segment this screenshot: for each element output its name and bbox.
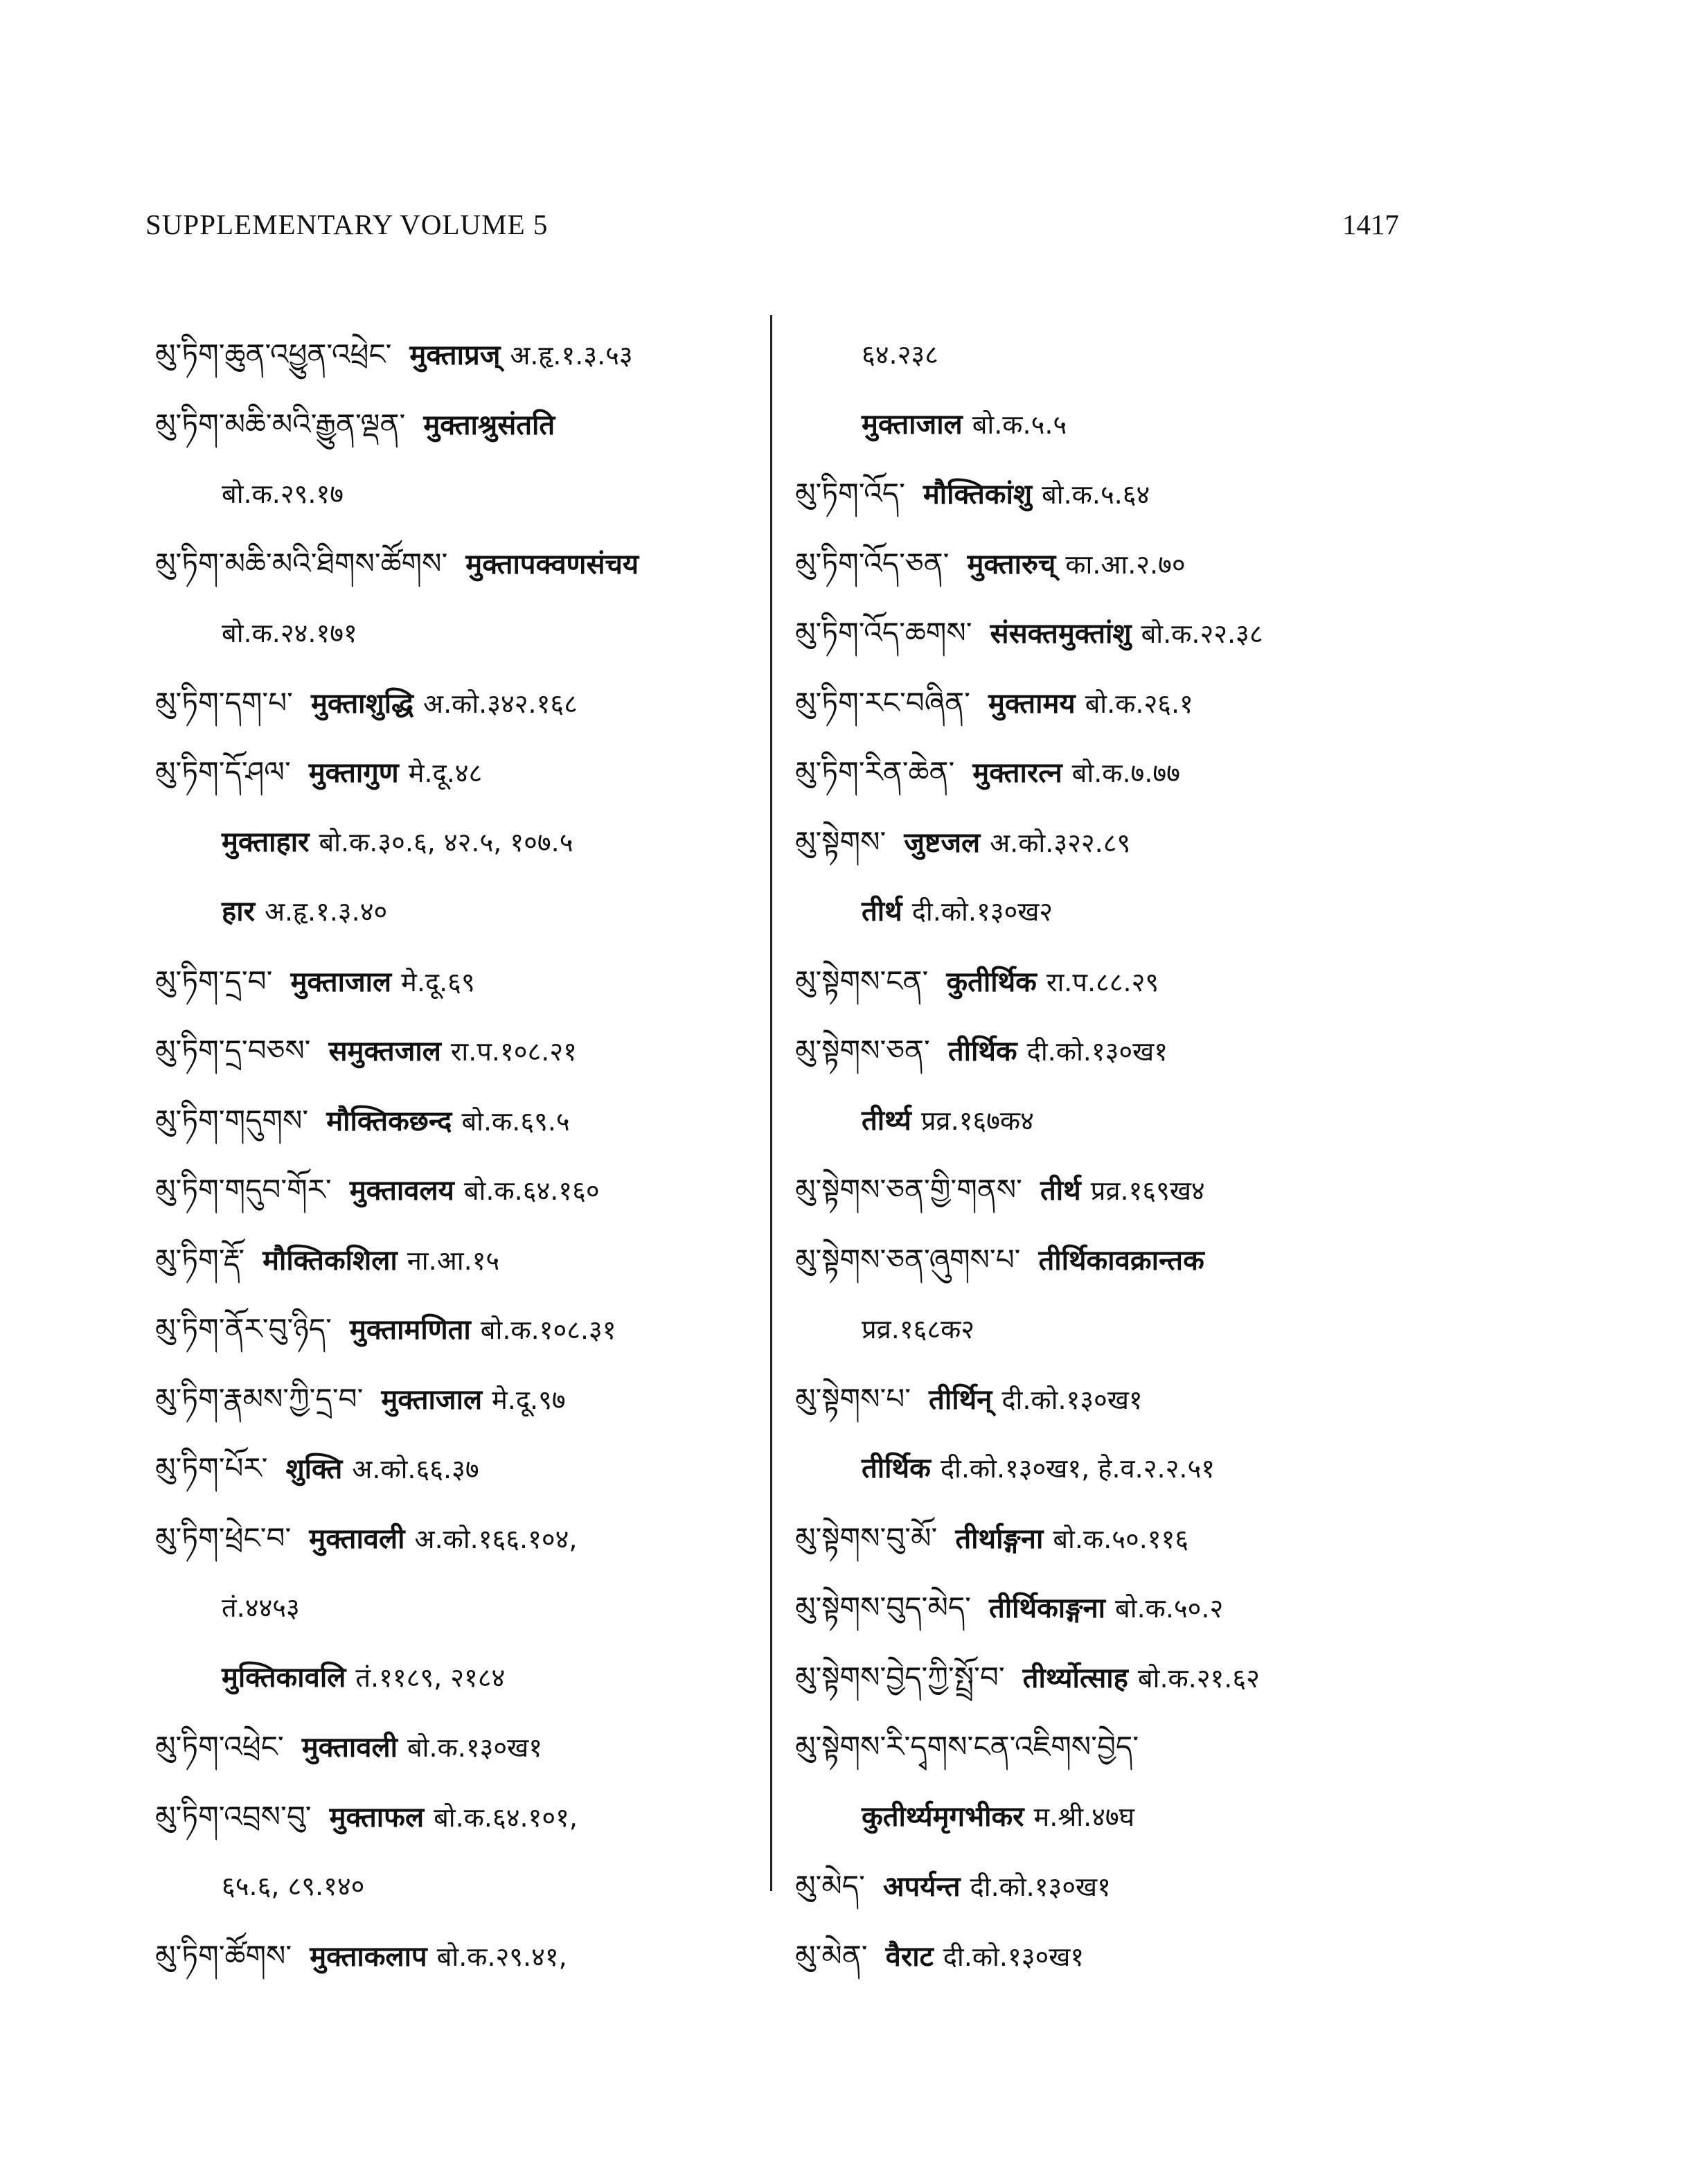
source-reference: बो.क.७.७७ [1071, 758, 1180, 788]
tibetan-headword: མུ་མེན་ [795, 1938, 868, 1973]
tibetan-headword: མུ་ཏིག་འོད་ཆགས་ [795, 616, 972, 650]
source-reference: ना.आ.१५ [407, 1245, 500, 1276]
sanskrit-equivalent: तीर्थिकाङ्गना [988, 1592, 1106, 1624]
sanskrit-equivalent: कुतीर्थिक [946, 966, 1037, 998]
sanskrit-equivalent: समुक्तजाल [328, 1036, 441, 1067]
sanskrit-equivalent: मुक्तामणिता [349, 1314, 471, 1346]
source-reference: बो.क.२२.३८ [1141, 619, 1263, 649]
sanskrit-equivalent: कुतीर्थ्यमृगभीकर [862, 1800, 1024, 1833]
dictionary-entry-line [795, 738, 1418, 808]
sanskrit-equivalent: संसक्तमुक्तांशु [990, 618, 1132, 650]
dictionary-entry-line [155, 1921, 758, 1991]
dictionary-entry-line [795, 320, 1418, 390]
dictionary-entry-line [795, 808, 1418, 878]
dictionary-entry-line [155, 808, 758, 878]
dictionary-entry-line [155, 1225, 758, 1295]
dictionary-entry-line [795, 1921, 1418, 1991]
tibetan-headword: མུ་སྟེགས་ [795, 824, 887, 859]
dictionary-entry-line [155, 947, 758, 1017]
tibetan-headword: མུ་ཏིག་ཆུན་འཕྱུན་འཕྲེང་ [155, 337, 392, 371]
dictionary-entry-line [155, 738, 758, 808]
sanskrit-equivalent: मुक्तारत्न [972, 757, 1062, 789]
source-reference: बो.क.२४.१७१ [222, 618, 357, 648]
source-reference: दी.को.१३०ख१ [970, 1872, 1111, 1902]
dictionary-entry-line [155, 877, 758, 947]
source-reference: बो.क.३०.६, ४२.५, १०७.५ [319, 826, 573, 858]
dictionary-entry-line [795, 1573, 1418, 1643]
dictionary-entry-line [795, 1434, 1418, 1504]
source-reference: बो.क.१०८.३१ [480, 1315, 616, 1345]
sanskrit-equivalent: वैराट [885, 1940, 934, 1973]
sanskrit-equivalent: अपर्यन्त [882, 1871, 961, 1903]
source-reference: दी.को.१३०ख२ [911, 896, 1053, 927]
tibetan-headword: མུ་སྟེགས་ཅན་ [795, 1033, 930, 1067]
tibetan-headword: མུ་ཏིག་འོད་ཅན་ [795, 546, 950, 580]
source-reference: बो.क.५०.२ [1115, 1593, 1224, 1624]
dictionary-entry-line [155, 1782, 758, 1852]
source-reference: तं.४४५३ [222, 1592, 300, 1623]
page-number: 1417 [1342, 208, 1399, 240]
sanskrit-equivalent: मुक्ताजाल [862, 408, 963, 441]
dictionary-entry-line [155, 1504, 758, 1574]
sanskrit-equivalent: मुक्ताजाल [381, 1383, 483, 1416]
tibetan-headword: མུ་ཏིག་དྲ་བཅས་ [155, 1033, 311, 1067]
source-reference: बो.क.५.५ [972, 409, 1067, 440]
sanskrit-equivalent: हार [222, 896, 255, 927]
tibetan-headword: མུ་ཏིག་མཆི་མའི་རྒྱུན་ལྡན་ [155, 407, 406, 441]
dictionary-entry-line [155, 1434, 758, 1504]
dictionary-entry-line [155, 1852, 758, 1921]
source-reference: बो.क.२१.६२ [1137, 1662, 1260, 1694]
tibetan-headword: མུ་སྟེགས་རི་དྭགས་ངན་འཇིགས་བྱེད་ [795, 1730, 1139, 1764]
tibetan-headword: མུ་མེད་ [795, 1869, 865, 1903]
dictionary-entry-line [795, 668, 1418, 738]
tibetan-headword: མུ་ཏིག་པོར་ [155, 1451, 268, 1485]
source-reference: अ.को.३४२.१६८ [423, 688, 578, 719]
sanskrit-equivalent: तीर्थ्य [862, 1104, 911, 1137]
source-reference: तं.११८९, २१८४ [355, 1662, 506, 1693]
dictionary-entry-line [795, 947, 1418, 1017]
sanskrit-equivalent: मुक्ताहार [222, 826, 310, 858]
sanskrit-equivalent: मुक्तागुण [308, 757, 399, 789]
source-reference: मे.दू.४८ [408, 758, 483, 788]
dictionary-entry-line [795, 1365, 1418, 1435]
tibetan-headword: མུ་ཏིག་གདུགས་ [155, 1103, 309, 1137]
source-reference: मे.दू.६९ [401, 966, 475, 997]
tibetan-headword: མུ་ཏིག་རིན་ཆེན་ [795, 755, 955, 789]
source-reference: अ.को.६६.३७ [352, 1454, 479, 1484]
sanskrit-equivalent: तीर्थिक [947, 1036, 1017, 1067]
sanskrit-equivalent: तीर्थ [1040, 1175, 1081, 1207]
source-reference: प्रव्र.१६७क४ [920, 1105, 1034, 1136]
source-reference: दी.को.१३०ख१, हे.व.२.२.५१ [940, 1453, 1215, 1484]
sanskrit-equivalent: मुक्ताप्रज् [409, 339, 501, 371]
sanskrit-equivalent: मौक्तिकछन्द [326, 1105, 452, 1137]
tibetan-headword: མུ་ཏིག་རྣམས་ཀྱི་དྲ་བ་ [155, 1381, 364, 1416]
sanskrit-equivalent: मुक्तिकावलि [222, 1661, 346, 1694]
tibetan-headword: མུ་ཏིག་འབྲས་བུ་ [155, 1799, 312, 1834]
page-header [145, 208, 1399, 263]
sanskrit-equivalent: मुक्ताशुद्धि [311, 687, 414, 720]
tibetan-headword: མུ་སྟེགས་ཅན་གྱི་གནས་ [795, 1173, 1022, 1207]
source-reference: अ.को.३२२.८९ [990, 827, 1131, 858]
tibetan-headword: མུ་ཏིག་འོད་ [795, 477, 905, 511]
source-reference: अ.हृ.१.३.५३ [510, 340, 633, 371]
dictionary-entry-line [155, 1295, 758, 1365]
source-reference: रा.प.१०८.२१ [450, 1036, 577, 1067]
dictionary-entry-line [795, 1155, 1418, 1225]
tibetan-headword: མུ་ཏིག་ཚོགས་ [155, 1938, 292, 1973]
dictionary-entry-line [795, 1643, 1418, 1713]
dictionary-entry-line [155, 1086, 758, 1156]
tibetan-headword: མུ་ཏིག་མཆི་མའི་ཐིགས་ཚོགས་ [155, 546, 448, 580]
dictionary-entry-line [155, 1016, 758, 1086]
dictionary-entry-line [795, 1225, 1418, 1295]
dictionary-entry-line [155, 529, 758, 599]
dictionary-entry-line [155, 459, 758, 529]
tibetan-headword: མུ་སྟེགས་པ་ [795, 1381, 911, 1416]
tibetan-headword: མུ་སྟེགས་བུད་མེད་ [795, 1590, 971, 1624]
sanskrit-equivalent: जुष्टजल [904, 826, 981, 859]
column-divider [770, 315, 772, 1891]
dictionary-entry-line [795, 1016, 1418, 1086]
sanskrit-equivalent: मुक्ताफल [329, 1801, 425, 1834]
sanskrit-equivalent: मुक्तामय [988, 687, 1076, 720]
left-column [155, 320, 758, 1991]
running-head: SUPPLEMENTARY VOLUME 5 [145, 208, 549, 240]
sanskrit-equivalent: शुक्ति [285, 1453, 343, 1485]
dictionary-entry-line [795, 1086, 1418, 1156]
dictionary-entry-line [795, 877, 1418, 947]
tibetan-headword: མུ་སྟེགས་ཅན་ཞུགས་པ་ [795, 1242, 1021, 1277]
dictionary-entry-line [155, 1365, 758, 1435]
source-reference: ६५.६, ८९.१४० [222, 1871, 365, 1901]
sanskrit-equivalent: मौक्तिकशिला [262, 1244, 398, 1277]
dictionary-entry-line [155, 1643, 758, 1713]
dictionary-entry-line [155, 320, 758, 390]
dictionary-entry-line [155, 598, 758, 668]
source-reference: दी.को.१३०ख१ [1026, 1036, 1168, 1067]
source-reference: बो.क.६४.१६० [463, 1175, 600, 1206]
tibetan-headword: མུ་ཏིག་ཕྲེང་བ་ [155, 1520, 292, 1555]
source-reference: बो.क.५.६४ [1042, 479, 1150, 510]
tibetan-headword: མུ་སྟེགས་བུ་མོ་ [795, 1520, 938, 1555]
source-reference: म.श्री.४७घ [1033, 1801, 1135, 1832]
sanskrit-equivalent: मुक्तावली [309, 1522, 405, 1555]
source-reference: बो.क.२६.१ [1085, 688, 1193, 719]
sanskrit-equivalent: तीर्थाङ्गना [955, 1522, 1044, 1555]
dictionary-entry-line [155, 1573, 758, 1643]
sanskrit-equivalent: मुक्तावलय [349, 1175, 454, 1207]
dictionary-entry-line [795, 459, 1418, 529]
tibetan-headword: མུ་ཏིག་དོ་ཤལ་ [155, 755, 291, 789]
tibetan-headword: མུ་ཏིག་དྲ་བ་ [155, 964, 273, 998]
source-reference: बो.क.६४.१०१, [434, 1802, 578, 1833]
source-reference: ६४.२३८ [862, 339, 938, 370]
sanskrit-equivalent: तीर्थ [862, 896, 902, 927]
sanskrit-equivalent: तीर्थ्योत्साह [1022, 1662, 1128, 1694]
source-reference: बो.क.१३०ख१ [407, 1732, 542, 1763]
source-reference: रा.प.८८.२९ [1046, 966, 1159, 997]
dictionary-entry-line [795, 529, 1418, 599]
tibetan-headword: མུ་ཏིག་རྡོ་ [155, 1242, 245, 1277]
tibetan-headword: མུ་སྟེགས་བྱེད་ཀྱི་སྤྲོ་བ་ [795, 1660, 1005, 1694]
sanskrit-equivalent: मुक्ताजाल [290, 966, 392, 998]
dictionary-entry-line [795, 1504, 1418, 1574]
dictionary-entry-line [155, 390, 758, 460]
tibetan-headword: མུ་ཏིག་ནོར་བུ་ཉིད་ [155, 1312, 332, 1346]
tibetan-headword: མུ་ཏིག་རང་བཞིན་ [795, 685, 970, 720]
sanskrit-equivalent: मुक्तापक्वणसंचय [465, 548, 639, 580]
dictionary-entry-line [795, 390, 1418, 460]
source-reference: दी.को.१३०ख१ [1001, 1384, 1143, 1415]
source-reference: अ.को.१६६.१०४, [414, 1523, 578, 1554]
source-reference: मे.दू.९७ [492, 1384, 566, 1415]
sanskrit-equivalent: तीर्थिन् [929, 1383, 992, 1416]
sanskrit-equivalent: मुक्तावली [301, 1732, 398, 1764]
tibetan-headword: མུ་ཏིག་དག་པ་ [155, 685, 293, 720]
dictionary-entry-line [155, 1712, 758, 1782]
sanskrit-equivalent: तीर्थिक [862, 1453, 931, 1484]
source-reference: बो.क.६९.५ [461, 1106, 570, 1137]
sanskrit-equivalent: मुक्ताश्रुसंतति [423, 409, 555, 441]
sanskrit-equivalent: मुक्ताकलाप [310, 1940, 427, 1973]
right-column [795, 320, 1418, 1991]
sanskrit-equivalent: मौक्तिकांशु [923, 479, 1033, 511]
dictionary-entry-line [795, 1712, 1418, 1782]
tibetan-headword: མུ་ཏིག་འཕྲེང་ [155, 1730, 284, 1764]
dictionary-entry-line [795, 1295, 1418, 1365]
source-reference: बो.क.२९.४१, [436, 1941, 567, 1972]
source-reference: प्रव्र.१६८क२ [862, 1314, 975, 1344]
source-reference: बो.क.२९.१७ [222, 479, 344, 509]
tibetan-headword: མུ་ཏིག་གདུབ་གོར་ [155, 1173, 332, 1207]
tibetan-headword: མུ་སྟེགས་ངན་ [795, 964, 929, 998]
source-reference: प्रव्र.१६९ख४ [1090, 1175, 1205, 1206]
dictionary-entry-line [155, 1155, 758, 1225]
sanskrit-equivalent: मुक्तारुच् [967, 548, 1056, 580]
dictionary-entry-line [155, 668, 758, 738]
dictionary-entry-line [795, 1782, 1418, 1852]
source-reference: अ.हृ.१.३.४० [264, 896, 388, 927]
source-reference: दी.को.१३०ख१ [943, 1941, 1085, 1972]
dictionary-entry-line [795, 598, 1418, 668]
dictionary-entry-line [795, 1852, 1418, 1921]
source-reference: का.आ.२.७० [1065, 549, 1186, 580]
sanskrit-equivalent: तीर्थिकावक्रान्तक [1038, 1244, 1204, 1277]
source-reference: बो.क.५०.११६ [1053, 1523, 1189, 1554]
